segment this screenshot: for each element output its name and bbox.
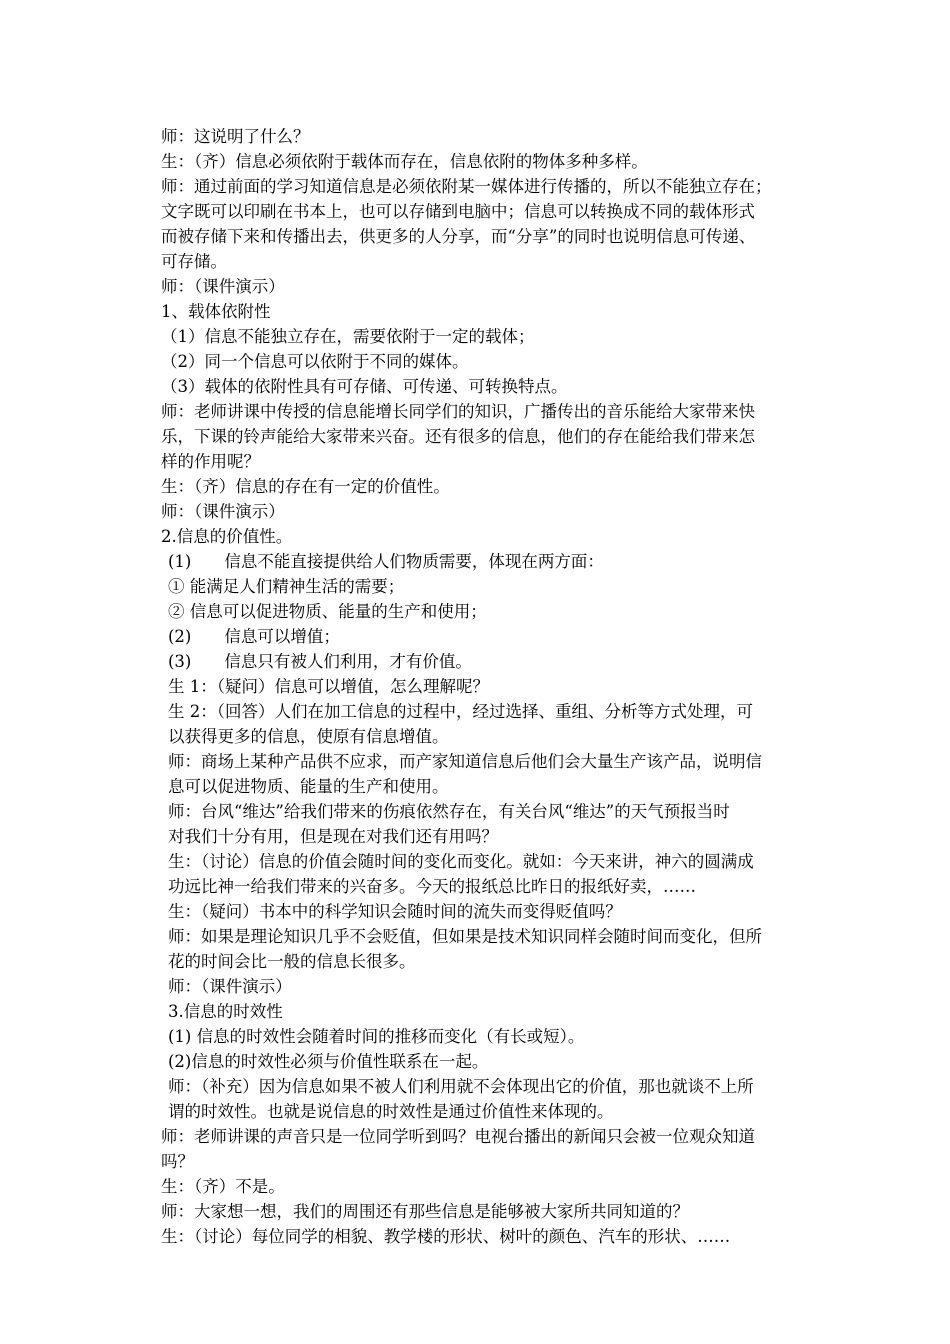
text-line: 生：（疑问）书本中的科学知识会随时间的流失而变得贬值吗？ xyxy=(168,902,622,921)
text-line: 师：大家想一想，我们的周围还有那些信息是能够被大家所共同知道的？ xyxy=(161,1202,689,1221)
section-heading: 3.信息的时效性 xyxy=(168,1002,283,1021)
text-line: 花的时间会比一般的信息长很多。 xyxy=(168,952,416,971)
text-line: 师：商场上某种产品供不应求，而产家知道信息后他们会大量生产该产品，说明信 xyxy=(168,752,762,771)
text-line: 师：（补充）因为信息如果不被人们利用就不会体现出它的价值，那也就谈不上所 xyxy=(168,1077,754,1096)
text-line: 生：（讨论）信息的价值会随时间的变化而变化。就如：今天来讲，神六的圆满成 xyxy=(168,852,754,871)
text-line: 以获得更多的信息，使原有信息增值。 xyxy=(168,727,449,746)
text-line: 师：如果是理论知识几乎不会贬值，但如果是技术知识同样会随时间而变化，但所 xyxy=(168,927,762,946)
text-line: 样的作用呢？ xyxy=(161,452,260,471)
text-line: 生：（齐）信息必须依附于载体而存在，信息依附的物体多种多样。 xyxy=(161,152,648,171)
list-item: (2)信息的时效性必须与价值性联系在一起。 xyxy=(168,1052,489,1071)
text-line: 吗？ xyxy=(161,1152,194,1171)
text-line: 师：老师讲课中传授的信息能增长同学们的知识，广播传出的音乐能给大家带来快 xyxy=(161,402,755,421)
text-line: 生 1：（疑问）信息可以增值，怎么理解呢？ xyxy=(168,677,489,696)
text-line: 谓的时效性。也就是说信息的时效性是通过价值性来体现的。 xyxy=(168,1102,614,1121)
text-line: 生 2：（回答）人们在加工信息的过程中，经过选择、重组、分析等方式处理，可 xyxy=(168,702,753,721)
text-line: 师：老师讲课的声音只是一位同学听到吗？电视台播出的新闻只会被一位观众知道 xyxy=(161,1127,755,1146)
text-line: 师：台风“维达”给我们带来的伤痕依然存在，有关台风“维达”的天气预报当时 xyxy=(168,802,730,821)
text-line: 生：（齐）不是。 xyxy=(161,1177,285,1196)
list-item: （3）载体的依附性具有可存储、可传递、可转换特点。 xyxy=(161,377,568,396)
list-item: (1) 信息的时效性会随着时间的推移而变化（有长或短）。 xyxy=(168,1027,585,1046)
section-heading: 1、载体依附性 xyxy=(161,302,271,321)
text-line: 息可以促进物质、能量的生产和使用。 xyxy=(168,777,449,796)
section-heading: 2.信息的价值性。 xyxy=(161,527,293,546)
list-item: (1) 信息不能直接提供给人们物质需要，体现在两方面： xyxy=(168,552,604,571)
text-line: 文字既可以印刷在书本上，也可以存储到电脑中；信息可以转换成不同的载体形式 xyxy=(161,202,755,221)
text-line: 生：（讨论）每位同学的相貌、教学楼的形状、树叶的颜色、汽车的形状、…… xyxy=(161,1227,731,1246)
list-item: (3) 信息只有被人们利用，才有价值。 xyxy=(168,652,472,671)
text-line: 乐，下课的铃声能给大家带来兴奋。还有很多的信息，他们的存在能给我们带来怎 xyxy=(161,427,755,446)
text-line: 师：通过前面的学习知道信息是必须依附某一媒体进行传播的，所以不能独立存在； xyxy=(161,177,772,196)
list-item: （2）同一个信息可以依附于不同的媒体。 xyxy=(161,352,469,371)
text-line: 功远比神一给我们带来的兴奋多。今天的报纸总比昨日的报纸好卖，…… xyxy=(168,877,696,896)
text-line: 而被存储下来和传播出去，供更多的人分享，而“分享”的同时也说明信息可传递、 xyxy=(161,227,756,246)
text-line: 师：（课件演示） xyxy=(161,277,285,296)
text-line: 师：（课件演示） xyxy=(168,977,292,996)
text-line: 可存储。 xyxy=(161,252,227,271)
text-line: 师：（课件演示） xyxy=(161,502,285,521)
list-item: （1）信息不能独立存在，需要依附于一定的载体； xyxy=(161,327,535,346)
text-line: 生：（齐）信息的存在有一定的价值性。 xyxy=(161,477,450,496)
list-item: (2) 信息可以增值； xyxy=(168,627,340,646)
list-item: ① 能满足人们精神生活的需要； xyxy=(168,577,405,596)
text-line: 师：这说明了什么？ xyxy=(161,127,310,146)
list-item: ② 信息可以促进物质、能量的生产和使用； xyxy=(168,602,487,621)
text-line: 对我们十分有用，但是现在对我们还有用吗？ xyxy=(168,827,498,846)
